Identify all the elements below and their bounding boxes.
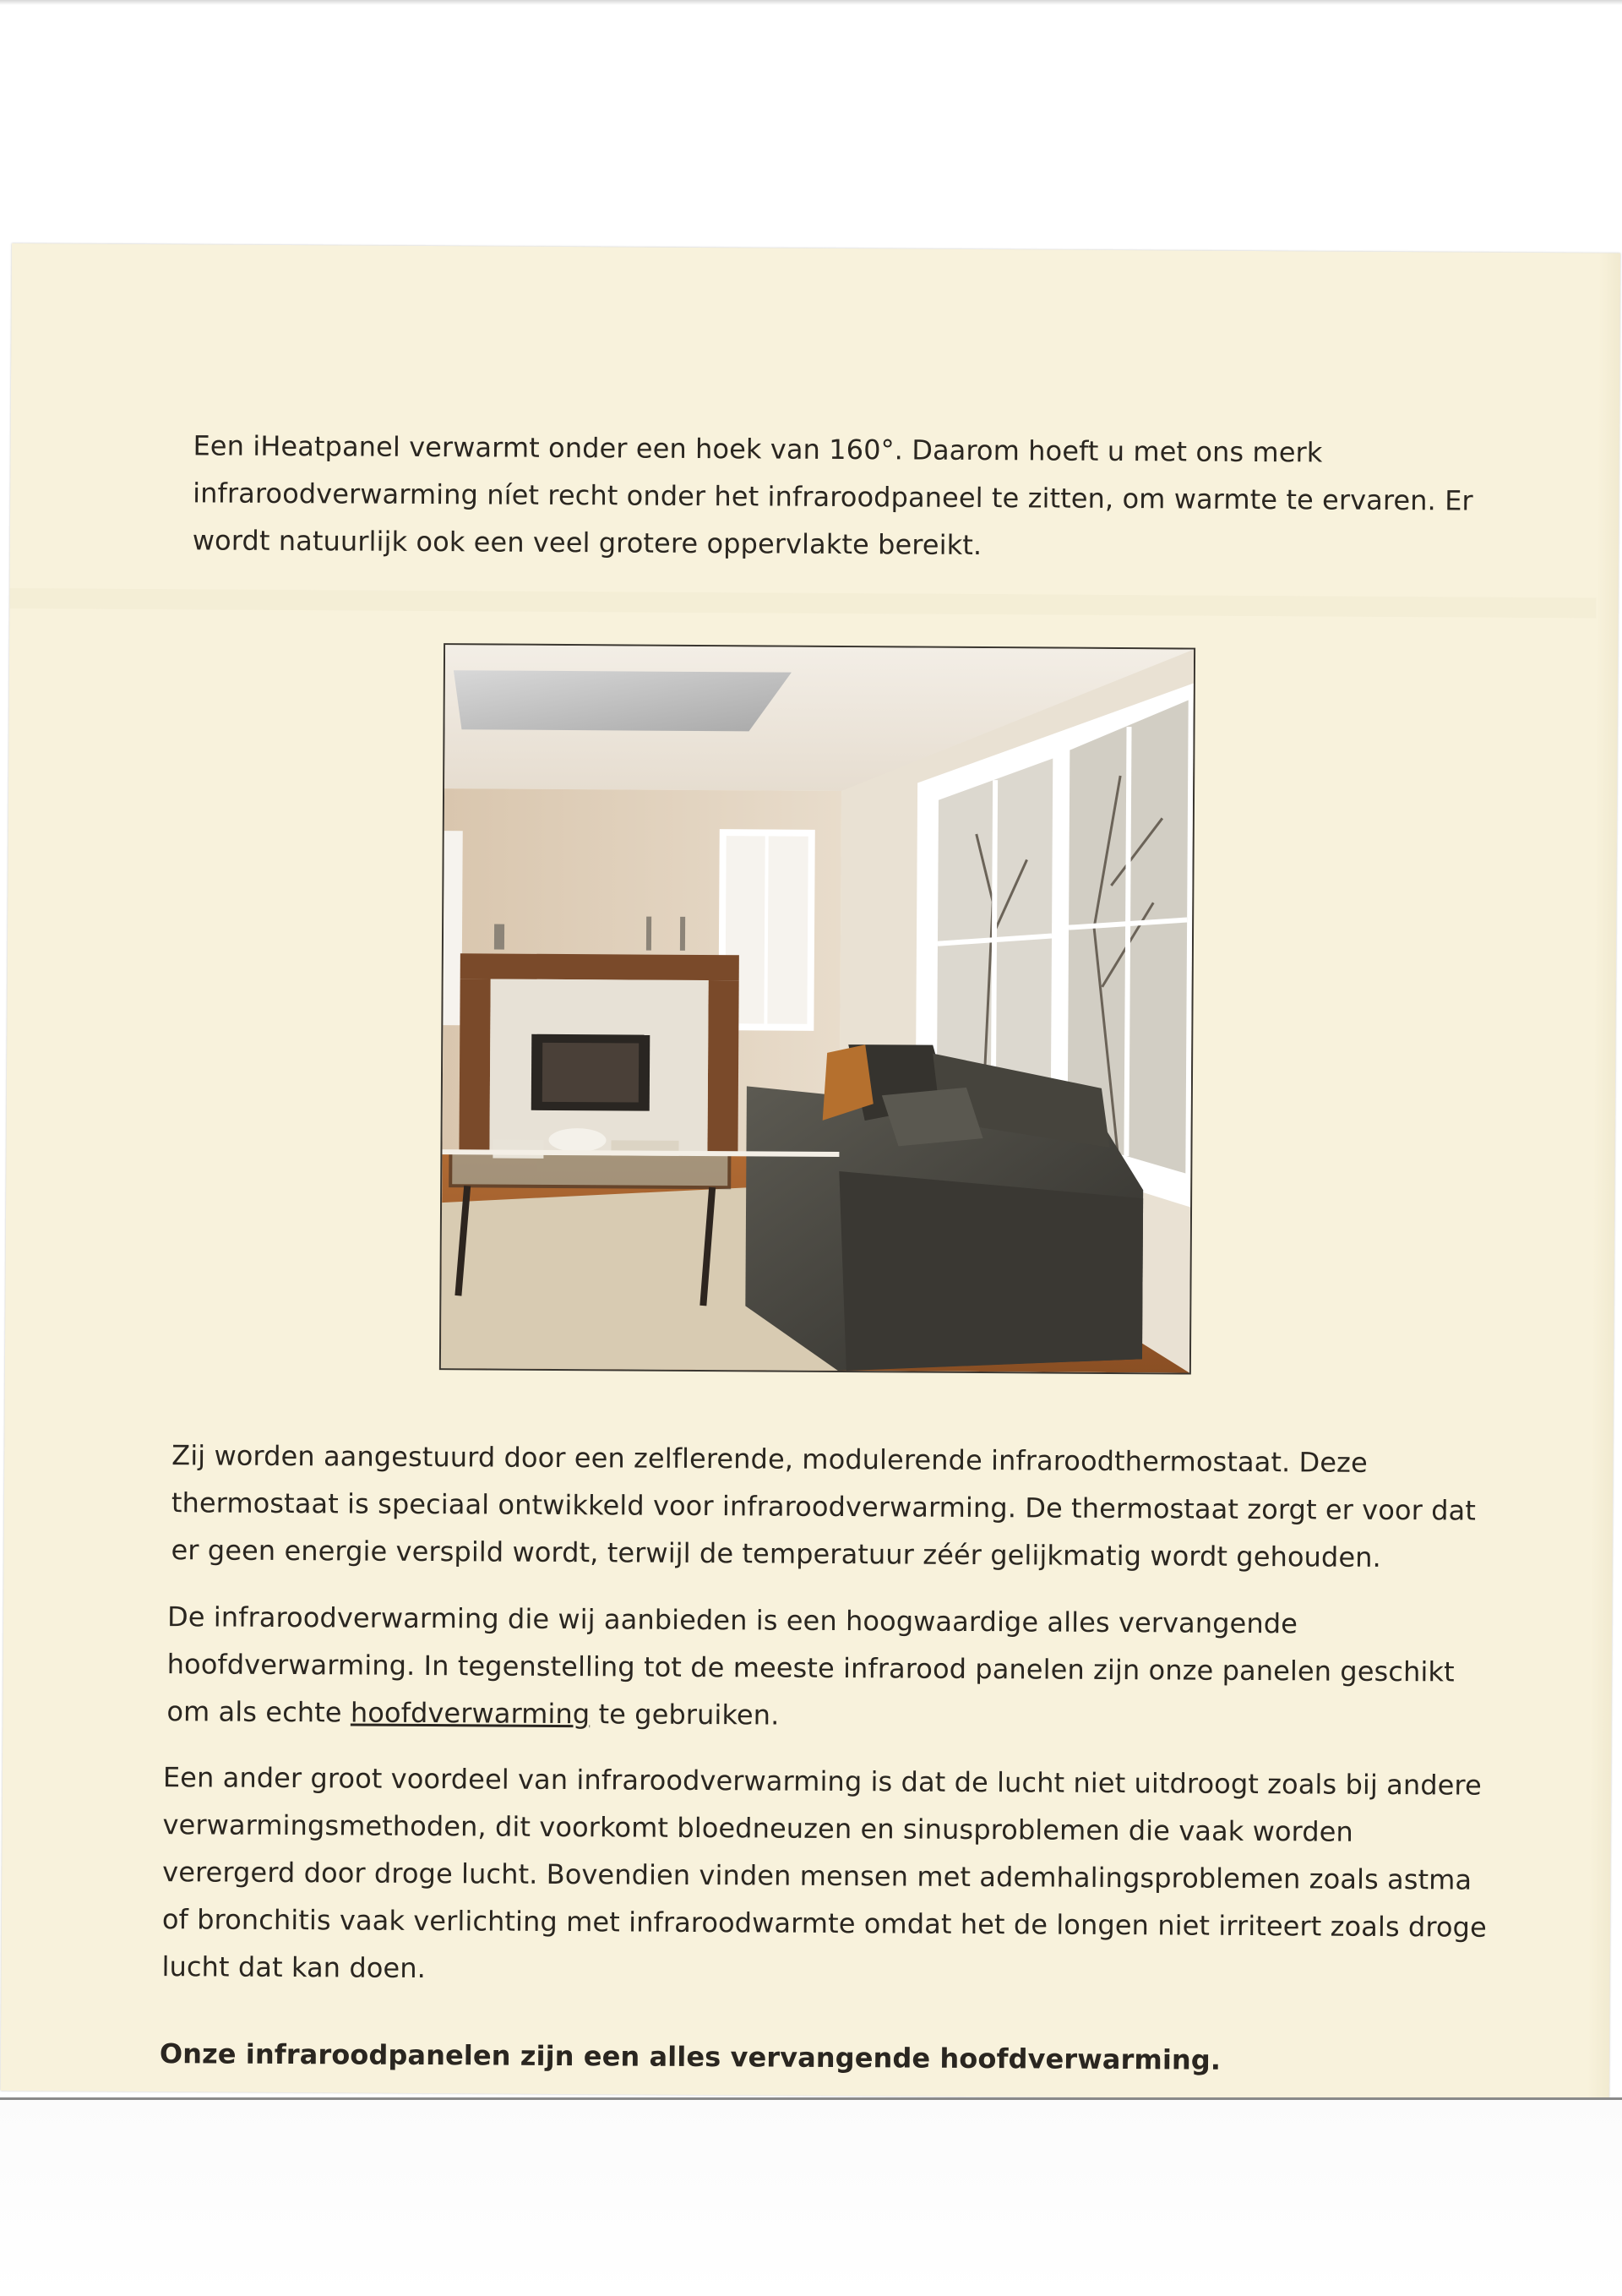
closing-statement: Onze infraroodpanelen zijn een alles vervangende hoofdverwarming. [159, 2037, 1222, 2076]
thermostat-paragraph: Zij worden aangestuurd door een zelflerende, modulerende infraroodthermostaat. Deze thermostaat is speciaal ontwikkeld voor infraroodverwarming. De thermostaat zorgt er voor dat er geen energie verspild wordt, terwijl de temperatuur zéér gelijkmatig wordt gehouden. [171, 1439, 1477, 1573]
benefit-paragraph: Een ander groot voordeel van infraroodverwarming is dat de lucht niet uitdroogt zoals bij andere verwarmingsmethoden, dit voorkomt bloedneuzen en sinusproblemen die vaak worden verergerd door droge lucht. Bovendien vinden mensen met ademhalingsproblemen zoals astma of bronchitis vaak verlichting met infraroodwarmte omdat het de longen niet irriteert zoals droge lucht dat kan doen. [161, 1761, 1487, 1985]
main-heating-link[interactable]: hoofdverwarming [350, 1696, 591, 1731]
paper-fold-band [9, 588, 1618, 619]
main-heating-text-before: De infraroodverwarming die wij aanbieden is een hoogwaardige alles vervangende hoofdverwarming. In tegenstelling tot de meeste infrarood panelen zijn onze panelen geschikt om als echte [166, 1601, 1455, 1729]
scan-bottom-margin [0, 2100, 1622, 2296]
main-heating-text-after: te gebruiken. [590, 1698, 780, 1732]
paper-right-shadow [1587, 253, 1620, 2100]
brochure-page [1, 243, 1620, 2101]
main-heating-paragraph [166, 1593, 1485, 1743]
intro-paragraph: Een iHeatpanel verwarmt onder een hoek van 160°. Daarom hoeft u met ons merk infraroodverwarming níet recht onder het infraroodpaneel te zitten, om warmte te ervaren. Er wordt natuurlijk ook een veel grotere oppervlakte bereikt. [192, 429, 1473, 562]
scan-top-edge [0, 0, 1622, 5]
living-room-photo [439, 643, 1195, 1374]
